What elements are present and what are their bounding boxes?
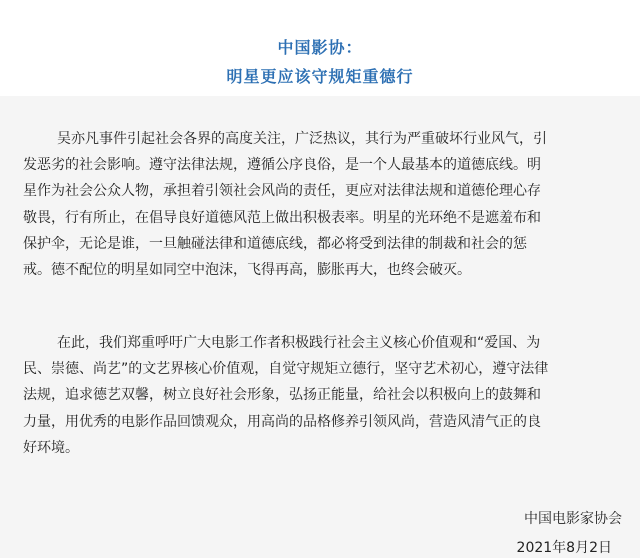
paragraph-1-line: 发恶劣的社会影响。遵守法律法规，遵循公序良俗，是一个人最基本的道德底线。明 <box>23 157 541 174</box>
paragraph-2 <box>23 330 623 461</box>
paragraph-2-line: 在此，我们郑重呼吁广大电影工作者积极践行社会主义核心价值观和“爱国、为 <box>57 335 541 351</box>
document-header <box>0 0 640 92</box>
paragraph-2-line: 民、崇德、尚艺”的文艺界核心价值观，自觉守规矩立德行，坚守艺术初心，遵守法律 <box>23 361 549 378</box>
paragraph-2-line: 法规，追求德艺双馨，树立良好社会形象，弘扬正能量，给社会以积极向上的鼓舞和 <box>23 387 541 404</box>
paragraph-1 <box>23 126 623 283</box>
signature-date: 2021年8月2日 <box>516 540 612 556</box>
title-line-2: 明星更应该守规矩重德行 <box>226 67 414 86</box>
statement-body <box>0 96 640 558</box>
paragraph-1-line: 星作为社会公众人物，承担着引领社会风尚的责任，更应对法律法规和道德伦理心存 <box>23 183 541 200</box>
signature-organization: 中国电影家协会 <box>524 511 622 527</box>
paragraph-1-line: 吴亦凡事件引起社会各界的高度关注，广泛热议，其行为严重破坏行业风气，引 <box>57 131 547 147</box>
paragraph-2-line: 好环境。 <box>23 439 79 456</box>
paragraph-2-line: 力量，用优秀的电影作品回馈观众，用高尚的品格修养引领风尚，营造风清气正的良 <box>23 413 541 430</box>
title-line-1: 中国影协： <box>277 38 363 57</box>
paragraph-1-line: 敬畏，行有所止，在倡导良好道德风范上做出积极表率。明星的光环绝不是遮羞布和 <box>23 209 541 226</box>
paragraph-1-line: 保护伞，无论是谁，一旦触碰法律和道德底线，都必将受到法律的制裁和社会的惩 <box>23 235 527 252</box>
paragraph-1-line: 戒。德不配位的明星如同空中泡沫，飞得再高，膨胀再大，也终会破灭。 <box>23 262 471 279</box>
